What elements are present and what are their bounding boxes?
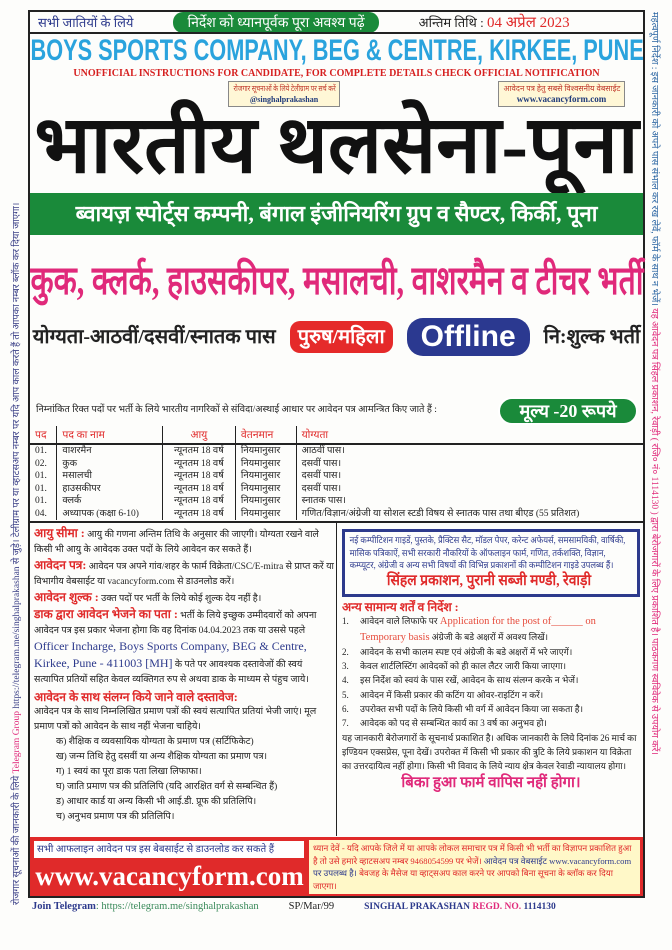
term-text: आवेदन के सभी कालम स्पष्ट एवं अंग्रेजी के बडे अक्षरों में भरे जाएगें। — [360, 646, 573, 657]
cell-qualification: दसवीं पास। — [301, 483, 342, 494]
read-instructions-badge: निर्देश को ध्यानपूर्वक पूरा अवश्य पढ़ें — [173, 12, 378, 33]
website-link[interactable]: www.vacancyform.com — [516, 94, 607, 104]
term-item — [342, 659, 640, 673]
document-item: ग) 1 स्वयं का पूरा डाक पता लिखा लिफाफा। — [56, 767, 202, 777]
term-number: 7. — [342, 718, 349, 729]
cell-qualification: दसवीं पास। — [301, 471, 342, 481]
term-item — [342, 716, 640, 730]
publisher-ad-box — [342, 529, 640, 597]
top-strip — [30, 12, 643, 34]
cell-post-name: वाशरमैन — [57, 444, 162, 458]
last-date-value: 04 अप्रेल 2023 — [486, 15, 570, 31]
address-text-1: भर्ती के लिये इच्छुक उम्मीदवारों को अपना आवेदन पत्र इस प्रकार भेजना होगा कि वह दिनांक 04.04.2023 तक या उससे पहले — [34, 611, 317, 636]
application-form-heading: आवेदन पत्र: — [34, 558, 87, 572]
term-text: उपरोक्त सभी पदों के लिये किसी भी वर्ग में आवेदन किया जा सकता है। — [360, 704, 583, 715]
regd-number: 1114130 — [523, 902, 556, 912]
col-header-post-count: पद — [30, 426, 57, 444]
price-badge — [498, 397, 638, 425]
website-url-box — [32, 858, 307, 894]
notice-content — [313, 842, 636, 892]
term-number: 3. — [342, 661, 349, 672]
term-number: 6. — [342, 704, 349, 715]
cell-qualification: गणित/विज्ञान/अंग्रेजी या सोशल स्टडी विषय से स्नातक पास तथा बीएड (55 प्रतिशत) — [301, 508, 580, 519]
qualification-text: योग्यता-आठवीं/दसवीं/स्नातक पास — [32, 326, 276, 348]
documents-list — [34, 735, 334, 825]
telegram-link[interactable]: : https://telegram.me/singhalprakashan — [95, 901, 259, 912]
cell-age: न्यूनतम 18 वर्ष — [162, 444, 235, 458]
cell-post-count: 01. — [30, 483, 57, 496]
organization-name: ब्वायज़ स्पोर्ट्स कम्पनी, बंगाल इंजीनियरिंग ग्रुप व सैण्टर, किर्की, पूना — [75, 201, 598, 226]
cell-pay-scale: नियमानुसार — [235, 444, 296, 458]
term-text: आवेदन में किसी प्रकार की कटिंग या ओवर-राइटिंग न करें। — [360, 689, 544, 700]
intro-text: निम्नांकित रिक्त पदों पर भर्ती के लिये भारतीय नागरिकों से संविदा/अस्थाई आधार पर आवेदन पत्र आमन्त्रित किए जाते हैं : — [36, 405, 437, 415]
last-date-label: अन्तिम तिथि : — [418, 15, 484, 30]
cell-post-count: 01. — [30, 444, 57, 458]
side-right-disclaimer: यह आवेदन पत्र सिंहल प्रकाशन, रेवाड़ी ( रजि० नं० 1114130 ) द्वारा बेरोजगारों के लिए प्रकाशित है। पाठकगण स्वविवेक से उपयोग करें। — [649, 308, 659, 755]
fee-section — [34, 590, 334, 607]
age-limit-section — [34, 526, 334, 558]
term-number: 4. — [342, 675, 349, 686]
fee-heading: आवेदन शुल्क : — [34, 590, 99, 604]
cell-age: न्यूनतम 18 वर्ष — [162, 483, 235, 496]
telegram-handle[interactable]: @singhalprakashan — [249, 95, 319, 104]
cell-age: न्यूनतम 18 वर्ष — [162, 508, 235, 521]
ad-content — [345, 532, 633, 592]
ad-text: नई कम्पीटिशन गाइडें, पुस्तके, प्रैक्टिस सैट, मॉडल पेपर, करेन्ट अफेयर्स, समसामयिकी, वार्षिकी, मासिक पत्रिकाऐं, सभी सरकारी नौकरियों के ऑफलाइन फार्म, गणित, तर्कशक्ति, विज्ञान, कम्प्यूटर, अंग्रेजी व अन्य सभी विषयों की विभिन्न प्रकाशनों की कम्पीटिशन गाइडे उपलब्ध हैं। — [349, 535, 626, 570]
table-row — [30, 495, 643, 508]
notice-text-b: आवेदन पत्र वेबसाईट www.vacancyform.com पर उपलब्ध है। — [313, 855, 632, 878]
age-limit-heading: आयु सीमा : — [34, 526, 85, 540]
document-item: क) शैक्षिक व व्यवसायिक योग्यता के प्रमाण पत्र (सर्टिफिकेट) — [56, 737, 254, 747]
download-box — [34, 841, 304, 858]
cell-post-name: मसालची — [57, 470, 162, 483]
term-item — [342, 688, 640, 702]
cell-post-count: 04. — [30, 508, 57, 521]
cell-pay-scale: नियमानुसार — [235, 483, 296, 496]
qualification-row — [30, 316, 643, 358]
cell-pay-scale: नियमानुसार — [235, 470, 296, 483]
cell-post-count: 01. — [30, 470, 57, 483]
document-item: घ) जाति प्रमाण पत्र की प्रतिलिपि (यदि आरक्षित वर्ग से सम्बन्धित हैं) — [56, 782, 278, 792]
side-left-line — [9, 203, 22, 905]
cell-post-count: 02. — [30, 458, 57, 471]
vacancy-table — [30, 426, 643, 520]
address-text-2: के पते पर आवश्यक दस्तावेजों की स्वयं सत्यापित प्रतियों सहित केवल व्यक्तिगत रुप से अथवा डाक के माध्यम से पंहुच जाये। — [34, 660, 309, 685]
english-title: BOYS SPORTS COMPANY, BEG & CENTRE, KIRKEE, PUNE — [30, 34, 644, 67]
posts-title-box — [30, 250, 643, 312]
hindi-title: भारतीय थलसेना-पूना — [34, 102, 639, 190]
cell-age: न्यूनतम 18 वर्ष — [162, 458, 235, 471]
address-heading: डाक द्वारा आवेदन भेजने का पता : — [34, 607, 178, 621]
side-left-text: रोजगार सूचनाओं की जानकारी के लिये — [12, 775, 22, 905]
term-number: 1. — [342, 616, 349, 627]
documents-text: आवेदन पत्र के साथ निम्नलिखित प्रमाण पत्रों की स्वयं सत्यापित प्रतियां भेजी जाएं। मूल प्रमाण पत्रों को आवेदन के साथ नहीं भेजना चाहिये। — [34, 707, 317, 732]
top-strip-line — [30, 12, 578, 32]
cell-age: न्यूनतम 18 वर्ष — [162, 495, 235, 508]
telegram-group-link[interactable]: https://telegram.me/singhalprakashan से जुड़े। टेलीग्राम पर या व्हाटसअप नम्बर पर यदि आप काल करते हैं तो आपका नम्बर ब्लॉक कर दिया जाएगा। — [12, 202, 22, 709]
download-text: सभी आफलाइन आवेदन पत्र इस बेबसाईट से डाउनलोड कर सकते हैं — [37, 844, 275, 855]
application-form-text: आवेदन पत्र अपने गांव/शहर के फार्म विक्रेता/CSC/E-mitra से प्राप्त करें या विभागीय वेबसाईट या vacancyform.com से डाउनलोड करें। — [34, 562, 334, 587]
no-return-notice: बिका हुआ फार्म वापिस नहीं होगा। — [401, 774, 581, 791]
terms-section — [342, 600, 640, 790]
term-item — [342, 673, 640, 687]
table-row — [30, 444, 643, 458]
document-item: च) अनुभव प्रमाण पत्र की प्रतिलिपि। — [56, 812, 175, 822]
all-castes-label: सभी जातियों के लिये — [38, 15, 134, 30]
address-section — [34, 607, 334, 688]
term-1-text-b: अंग्रेजी के बडे अक्षरों में अवश्य लिखें। — [431, 631, 548, 642]
age-limit-text: आयु की गणना अन्तिम तिथि के अनुसार की जाएगी। योग्यता रखने वाले किसी भी आयु के आवेदक उक्त पदों के लिये आवेदन कर सकते हैं। — [34, 530, 319, 555]
col-header-post-name: पद का नाम — [57, 426, 162, 444]
notice-text-a: ध्यान देवें - यदि आपके जिले में या आपके लोकल समाचार पत्र में किसी भी भर्ती का विज्ञापन प्रकाशित हुआ है तो उसे हमारे व्हाटसअप नम्बर 9468054599 पर भेजें। — [313, 843, 632, 866]
cell-post-name: अध्यापक (कक्षा 6-10) — [57, 508, 162, 521]
cell-age: न्यूनतम 18 वर्ष — [162, 470, 235, 483]
cell-post-name: हाउसकीपर — [57, 483, 162, 496]
term-text: आवेदक को पद से सम्बन्धित कार्य का 3 वर्ष का अनुभव हो। — [360, 718, 547, 729]
table-row — [30, 483, 643, 496]
term-item — [342, 614, 640, 645]
telegram-box-text: रोजगार सूचनाओं के लिये टेलीग्राम पर सर्च करें — [233, 84, 336, 93]
vacancy-table-box — [30, 426, 643, 522]
term-number: 5. — [342, 689, 349, 700]
application-form-section — [34, 558, 334, 590]
english-subtitle-box — [30, 68, 643, 80]
last-date — [419, 12, 570, 32]
cell-pay-scale: नियमानुसार — [235, 458, 296, 471]
side-right-important: महत्वपूर्ण निर्देश : इस जानकारी को अपने पास संभाल कर रख लेवें, फॉर्म के साथ न भेजें। — [649, 12, 659, 306]
whatsapp-notice — [309, 840, 640, 894]
website-url-banner[interactable]: www.vacancyform.com — [35, 861, 304, 891]
terms-list — [342, 645, 640, 731]
term-1-english: Application for the post of______ on Temporary basis — [360, 616, 596, 643]
english-subtitle: UNOFFICIAL INSTRUCTIONS FOR CANDIDATE, FOR COMPLETE DETAILS CHECK OFFICIAL NOTIFICATION — [73, 68, 600, 79]
publisher-footer: SINGHAL PRAKASHAN — [364, 902, 470, 912]
term-1-text-a: आवेदन वाले लिफाफे पर — [360, 616, 438, 627]
term-item — [342, 702, 640, 716]
cell-post-name: कुक — [57, 458, 162, 471]
col-header-qualification: योग्यता — [296, 426, 643, 444]
english-title-box — [30, 34, 643, 68]
cell-qualification: आठवीं पास। — [301, 446, 345, 456]
price-text: मूल्य -20 रूपये — [519, 401, 617, 421]
side-right-note — [649, 12, 662, 902]
footer-line — [30, 899, 558, 915]
term-item — [342, 645, 640, 659]
cell-pay-scale: नियमानुसार — [235, 495, 296, 508]
col-header-age: आयु — [162, 426, 235, 444]
left-column — [34, 526, 334, 825]
intro-box — [36, 403, 494, 417]
document-item: ख) जन्म तिथि हेतु दसवीं या अन्य शैक्षिक योग्यता का प्रमाण पत्र। — [56, 752, 268, 762]
cell-qualification: दसवीं पास। — [301, 458, 342, 469]
free-recruitment-text: नि:शुल्क भर्ती — [543, 326, 641, 348]
term-number: 2. — [342, 646, 349, 657]
posts-title: कुक, क्लर्क, हाउसकीपर, मसालची, वाशरमैन व टीचर भर्ती — [30, 258, 644, 303]
col-header-pay: वेतनमान — [235, 426, 296, 444]
column-divider — [336, 523, 337, 836]
terms-note: यह जानकारी बेरोजगारों के सूचनार्थ प्रकाशित है। अधिक जानकारी के लिये दिनांक 26 मार्च का इण्डियन एक्सप्रेस, पूना देखें। उपरोक्त में किसी भी प्रकार की त्रुटि के लिये प्रकाशन या विक्रेता का उत्तरदायित्व नहीं होगा। किसी भी विवाद के लिये न्याय क्षेत्र केवल रेवाडी न्यायालय होगा। — [342, 732, 637, 772]
gender-badge: पुरुष/महिला — [290, 321, 393, 353]
join-telegram-label: Join Telegram — [32, 901, 96, 912]
documents-heading: आवेदन के साथ संलग्न किये जाने वाले दस्तावेज: — [34, 690, 238, 704]
cell-qualification: स्नातक पास। — [301, 496, 346, 506]
cell-pay-scale: नियमानुसार — [235, 508, 296, 521]
table-row — [30, 458, 643, 471]
table-row — [30, 508, 643, 521]
term-text: केवल शार्टलिस्टिंग आवेदकों को ही काल लैटर जारी किया जाएगा। — [360, 661, 566, 672]
fee-text: उक्त पदों पर भर्ती के लिये कोई शुल्क देय नहीं है। — [101, 594, 262, 604]
form-code: SP/Mar/99 — [288, 901, 335, 912]
term-text: इस निर्देश को स्वयं के पास रखें, आवेदन के साथ संलग्न करके न भेजें। — [360, 675, 579, 686]
regd-label: REGD. NO. — [472, 902, 522, 912]
postal-address: Officer Incharge, Boys Sports Company, BEG & Centre, Kirkee, Pune - 411003 [MH] — [34, 639, 307, 670]
terms-heading: अन्य सामान्य शर्तें व निर्देश : — [342, 600, 459, 614]
website-box-text: आवेदन पत्र हेतु सबसे विश्वसनीय वेबसाईट — [503, 84, 620, 93]
cell-post-name: क्लर्क — [57, 495, 162, 508]
qualification-line — [33, 316, 640, 358]
cell-post-count: 01. — [30, 495, 57, 508]
table-row — [30, 470, 643, 483]
hindi-title-box — [30, 100, 643, 192]
side-right-line — [649, 12, 662, 755]
offline-badge: Offline — [407, 318, 530, 356]
organization-band — [30, 193, 643, 235]
document-item: ड) आधार कार्ड या अन्य किसी भी आई.डी. प्रूफ की प्रतिलिपि। — [56, 797, 257, 807]
notice-text-c: बेवजह के मैसेज या व्हाट्सअप काल करने पर आपको बिना सूचना के ब्लॉक कर दिया जाएगा। — [313, 868, 613, 891]
footer — [30, 899, 643, 915]
side-left-note — [9, 15, 22, 905]
publisher-name: सिंहल प्रकाशन, पुरानी सब्जी मण्डी, रेवाड़ी — [386, 572, 592, 589]
telegram-group-label: Telegram Group — [12, 711, 22, 774]
